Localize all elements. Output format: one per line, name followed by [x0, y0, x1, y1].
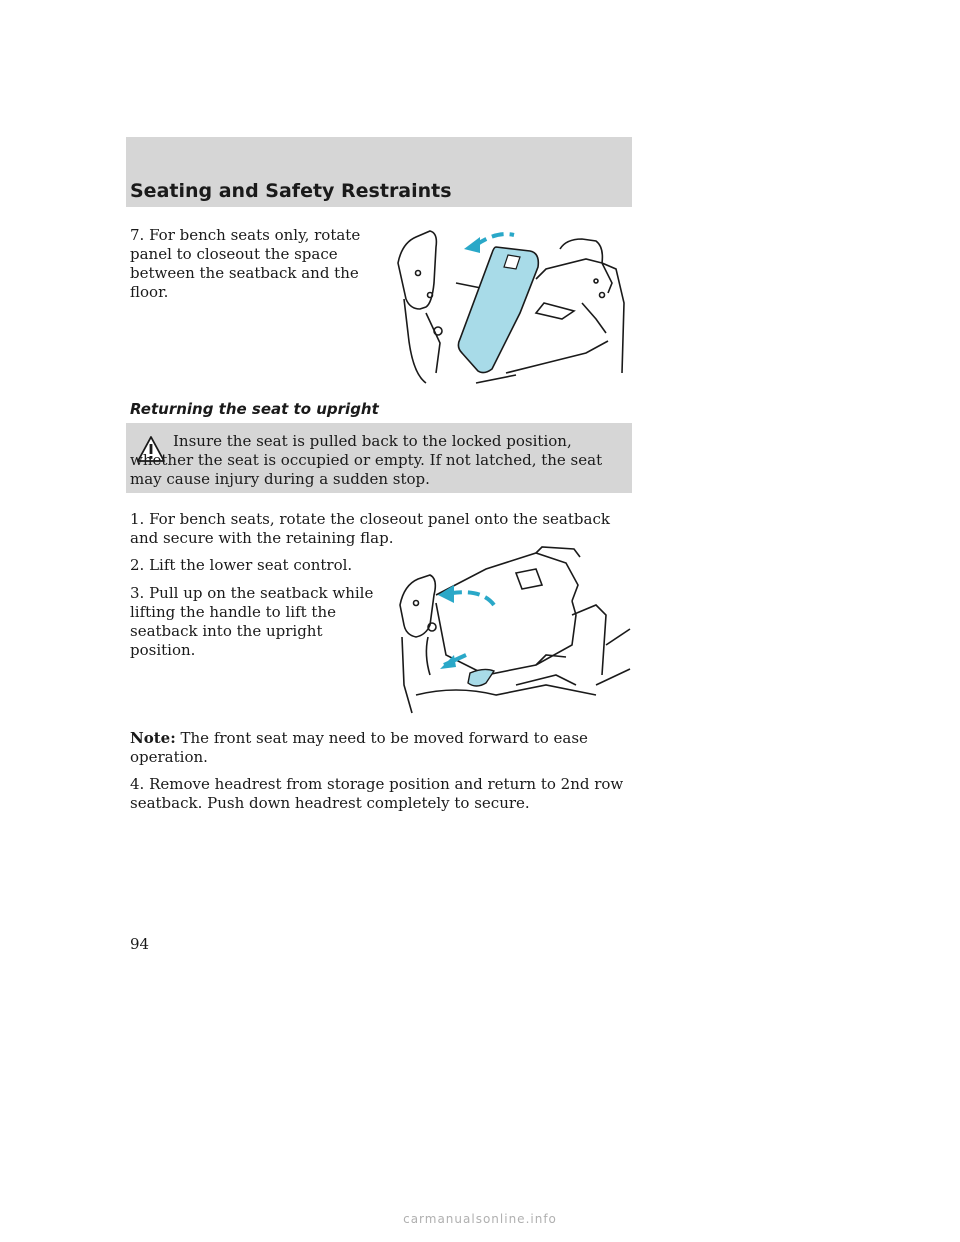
page-number: 94 [130, 935, 150, 953]
closeout-panel-illustration [396, 223, 632, 389]
step-3-text: 3. Pull up on the seatback while lifting the handle to lift the seatback into the upright position. [130, 584, 374, 659]
warning-text: Insure the seat is pulled back to the locked position, whether the seat is occupied or empty. If not latched, the seat may cause injury during a sudden stop. [130, 432, 603, 488]
note-paragraph [130, 729, 630, 767]
section-heading: Returning the seat to upright [130, 400, 379, 418]
seatback-upright-illustration [396, 545, 632, 715]
step-1-text: 1. For bench seats, rotate the closeout panel onto the seatback and secure with the retaining flap. [130, 510, 610, 547]
step-4-text: 4. Remove headrest from storage position and return to 2nd row seatback. Push down headrest completely to secure. [130, 775, 624, 812]
step-7-text: 7. For bench seats only, rotate panel to closeout the space between the seatback and the floor. [130, 226, 361, 301]
note-text: The front seat may need to be moved forward to ease operation. [130, 729, 588, 766]
page-title: Seating and Safety Restraints [130, 180, 452, 202]
footer-watermark: carmanualsonline.info [403, 1212, 557, 1226]
note-label: Note: [130, 729, 176, 747]
warning-box [126, 423, 632, 493]
step-2-text: 2. Lift the lower seat control. [130, 556, 353, 574]
